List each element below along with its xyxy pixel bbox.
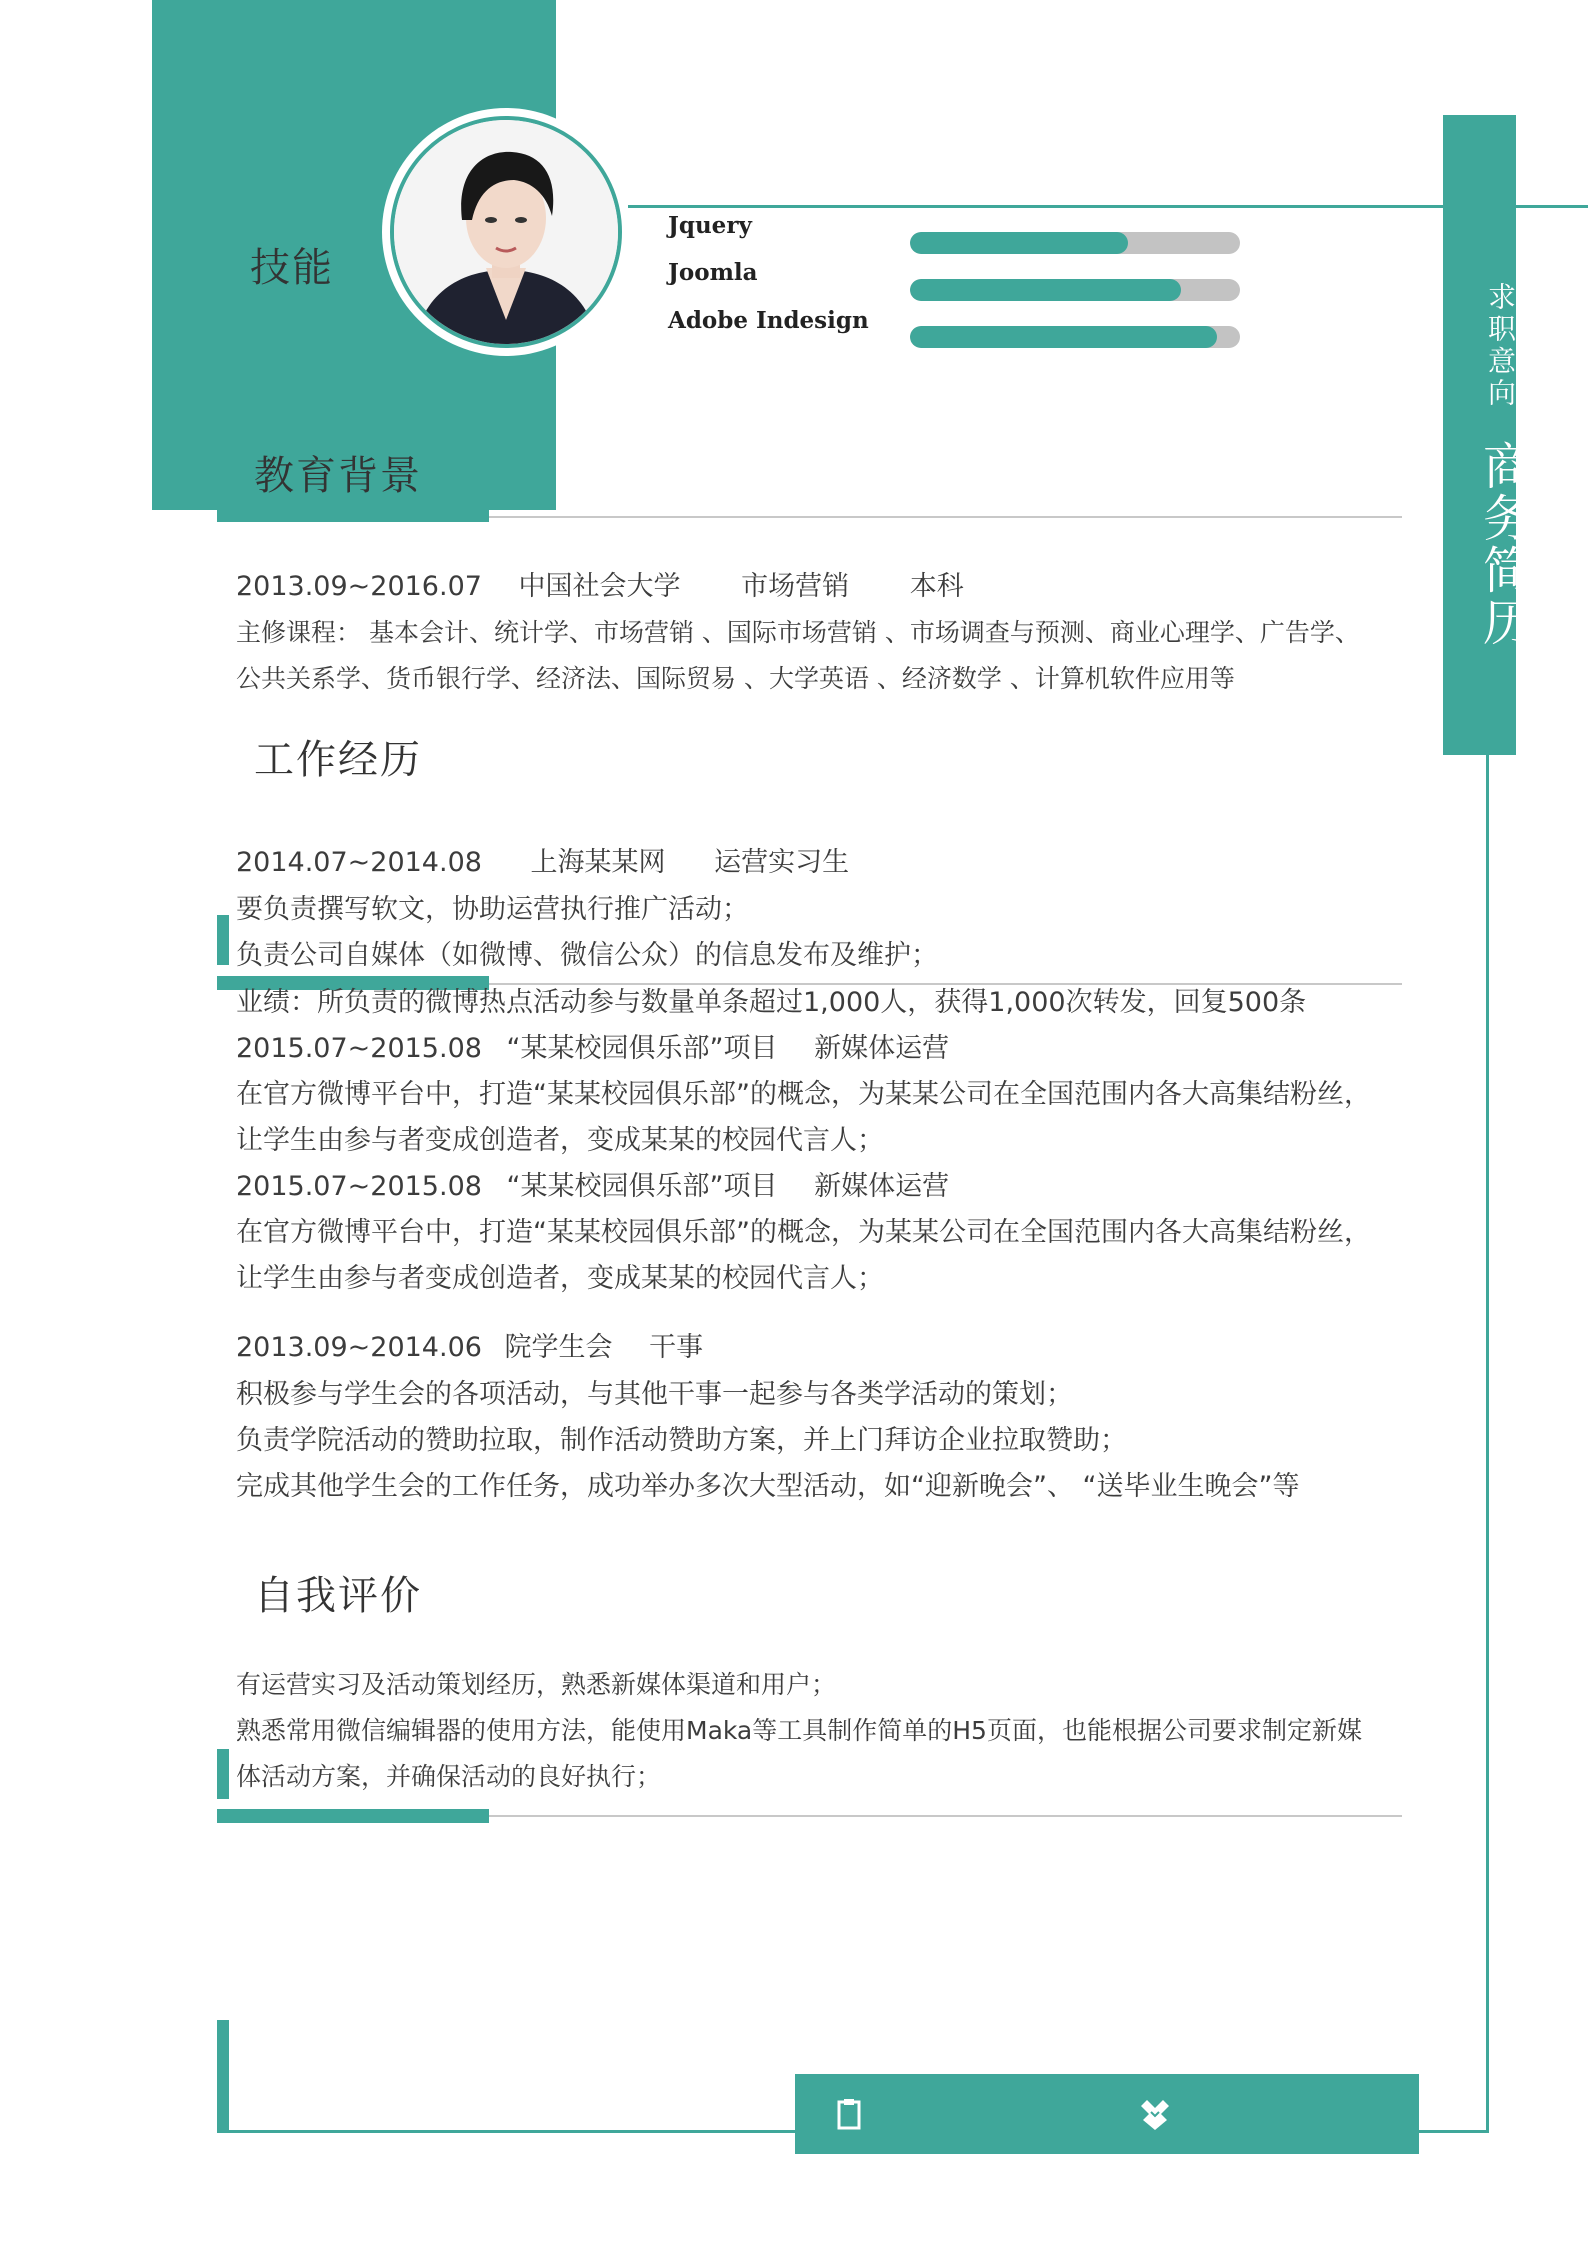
right-border xyxy=(1486,755,1489,2133)
side-title: 商务简历 xyxy=(1475,440,1533,648)
side-intent-label: 求职意向 xyxy=(1484,282,1517,410)
education-period: 2013.09~2016.07 xyxy=(236,571,482,602)
work-entry-2-header xyxy=(236,1026,949,1065)
education-courses-2: 公共关系学、货币银行学、经济法、国际贸易 、大学英语 、经济数学 、计算机软件应用等 xyxy=(236,664,1235,693)
work-role: 新媒体运营 xyxy=(814,1171,950,1202)
work-role: 运营实习生 xyxy=(714,847,850,878)
education-degree: 本科 xyxy=(909,571,964,602)
clipboard-icon xyxy=(836,2098,862,2130)
work-side-accent xyxy=(217,915,229,965)
skill-label-indesign: Adobe Indesign xyxy=(668,307,869,334)
self-eval-side-accent xyxy=(217,1749,229,1799)
work-entry-4-line-2: 负责学院活动的赞助拉取，制作活动赞助方案，并上门拜访企业拉取赞助； xyxy=(236,1425,1127,1456)
education-major: 市场营销 xyxy=(741,571,850,602)
self-eval-heading: 自我评价 xyxy=(254,1573,422,1619)
footer-bar xyxy=(795,2074,1419,2154)
side-banner xyxy=(1443,115,1516,755)
work-entry-1-line-1: 要负责撰写软文，协助运营执行推广活动； xyxy=(236,894,749,925)
work-entry-1-line-2: 负责公司自媒体（如微博、微信公众）的信息发布及维护； xyxy=(236,940,938,971)
hands-icon xyxy=(1137,2096,1173,2132)
work-entry-3-line-1: 在官方微博平台中，打造“某某校园俱乐部”的概念，为某某公司在全国范围内各大高集结粉丝， xyxy=(236,1217,1371,1248)
self-eval-line-1: 有运营实习及活动策划经历，熟悉新媒体渠道和用户； xyxy=(236,1670,837,1699)
work-entry-3-header xyxy=(236,1164,949,1203)
work-org: 院学生会 xyxy=(504,1332,613,1363)
work-period: 2015.07~2015.08 xyxy=(236,1171,482,1202)
work-entry-1-line-3: 业绩：所负责的微博热点活动参与数量单条超过1,000人，获得1,000次转发，回复500条 xyxy=(236,987,1307,1018)
bottom-left-accent xyxy=(217,2020,229,2133)
work-org: 上海某某网 xyxy=(530,847,666,878)
skill-bar-jquery xyxy=(910,232,1240,254)
work-entry-2-line-1: 在官方微博平台中，打造“某某校园俱乐部”的概念，为某某公司在全国范围内各大高集结粉丝， xyxy=(236,1079,1371,1110)
work-role: 新媒体运营 xyxy=(814,1033,950,1064)
work-entry-4-line-3: 完成其他学生会的工作任务，成功举办多次大型活动，如“迎新晚会”、 “送毕业生晚会”等 xyxy=(236,1471,1300,1502)
work-org: “某某校园俱乐部”项目 xyxy=(506,1171,778,1202)
education-divider xyxy=(489,516,1402,518)
skill-bar-indesign xyxy=(910,326,1240,348)
self-eval-line-3: 体活动方案，并确保活动的良好执行； xyxy=(236,1762,662,1791)
work-entry-4-header xyxy=(236,1325,703,1364)
skills-heading: 技能 xyxy=(250,245,334,291)
work-period: 2014.07~2014.08 xyxy=(236,847,482,878)
education-heading: 教育背景 xyxy=(254,453,422,499)
work-entry-3-line-2: 让学生由参与者变成创造者，变成某某的校园代言人； xyxy=(236,1263,884,1294)
work-entry-1-header xyxy=(236,840,849,879)
work-role: 干事 xyxy=(649,1332,704,1363)
education-courses-1: 主修课程： 基本会计、统计学、市场营销 、国际市场营销 、市场调查与预测、商业心理学、广告学、 xyxy=(236,618,1360,647)
education-header-line xyxy=(236,564,964,603)
work-period: 2015.07~2015.08 xyxy=(236,1033,482,1064)
self-eval-accent-bar xyxy=(217,1809,489,1823)
skill-label-jquery: Jquery xyxy=(668,212,752,239)
work-heading: 工作经历 xyxy=(254,737,422,783)
avatar xyxy=(382,108,630,356)
work-entry-4-line-1: 积极参与学生会的各项活动，与其他干事一起参与各类学活动的策划； xyxy=(236,1379,1073,1410)
self-eval-divider xyxy=(489,1815,1402,1817)
work-period: 2013.09~2014.06 xyxy=(236,1332,482,1363)
work-entry-2-line-2: 让学生由参与者变成创造者，变成某某的校园代言人； xyxy=(236,1125,884,1156)
education-school: 中国社会大学 xyxy=(518,571,681,602)
skill-bar-joomla xyxy=(910,279,1240,301)
self-eval-line-2: 熟悉常用微信编辑器的使用方法，能使用Maka等工具制作简单的H5页面，也能根据公司要求制定新媒 xyxy=(236,1716,1362,1745)
work-org: “某某校园俱乐部”项目 xyxy=(506,1033,778,1064)
skill-label-joomla: Joomla xyxy=(668,259,758,286)
education-accent-bar xyxy=(217,508,489,522)
